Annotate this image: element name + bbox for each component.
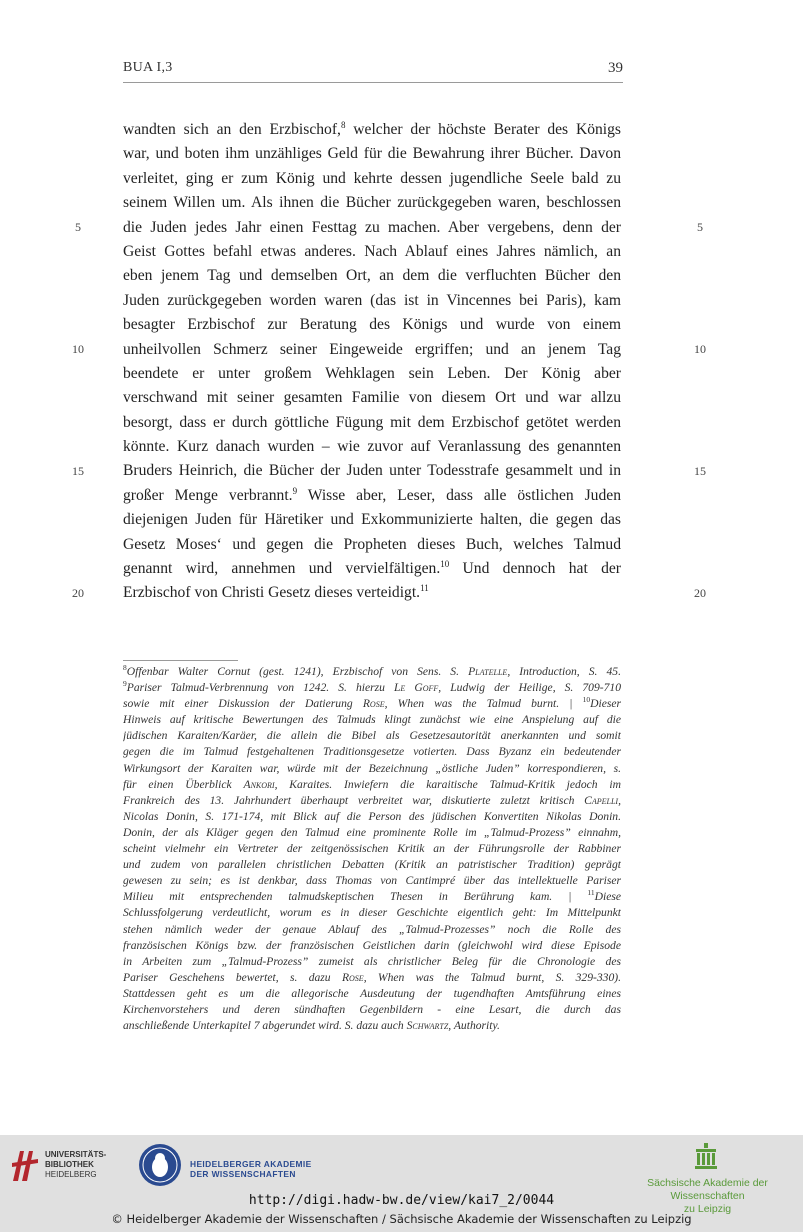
footnote-text: , — [618, 793, 621, 807]
text-line — [123, 118, 621, 142]
footnote-line — [123, 905, 621, 921]
footnote-text: Wirkungsort der Karaiten war, würde mit der Bezeichnung „östliche Juden” korrespondieren, s. — [123, 761, 621, 775]
footnote-marker[interactable]: 10 — [440, 559, 450, 570]
text-segment: genannt wird, annehmen und vervielfältigen. — [123, 560, 441, 578]
footnote-number: 8 — [123, 664, 127, 672]
running-header-title: BUA I,3 — [123, 60, 173, 75]
text-line — [123, 240, 621, 264]
footnote-text: jüdischen Karaiten/Karäer, die allein die Bibel als Gesetzesautorität anerkannten und somit — [123, 729, 621, 743]
text-segment: diejenigen Juden für Häretiker und Exkommunizierte halten, die gegen das — [123, 511, 621, 529]
text-segment: wandten sich an den Erzbischof, — [123, 121, 341, 138]
text-line — [123, 362, 621, 386]
footnote-line — [123, 954, 621, 970]
footnote-text: , Karaites. Inwiefern die karaitische Talmud-Kritik jedoch im — [274, 777, 621, 791]
text-segment: die Juden jedes Jahr einen Festtag zu machen. Aber vergebens, denn der — [123, 218, 621, 236]
footnote-line — [123, 744, 621, 760]
footnote-text: Donin, der als Kläger gegen den Talmud eine prominente Rolle im „Talmud-Prozess” einnahm, — [123, 825, 621, 839]
footnote-marker[interactable]: 11 — [420, 583, 429, 594]
ub-logo-line: HEIDELBERG — [45, 1170, 97, 1179]
text-segment: verschwand mit seiner gesamten Familie von diesem Ort und war allzu — [123, 389, 621, 407]
text-segment: Juden zurückgegeben worden waren (das ist in Vincennes bei Paris), kam — [123, 291, 621, 309]
hadw-seal-icon — [138, 1143, 182, 1187]
text-segment: Geist Gottes befahl etwas anderes. Nach Ablauf eines Jahres nämlich, an — [123, 242, 621, 260]
footnote-text: Offenbar Walter Cornut (gest. 1241), Erzbischof von Sens. S. — [126, 665, 469, 678]
footnote-text: anschließende Unterkapitel 7 abgerundet wird. S. dazu auch — [123, 1019, 407, 1033]
footnote-text: französischen Königs bzw. der französischen Geistlichen darin (gleichwohl wird diese Episode — [123, 938, 621, 952]
footnote-text: Pariser Talmud-Verbrennung von 1242. S. hierzu — [126, 681, 394, 695]
footnote-line — [123, 664, 621, 680]
footnote-line — [123, 1018, 621, 1034]
text-segment: seinem Willen um. Als ihnen die Bücher zurückgegeben waren, beschlossen — [123, 194, 621, 212]
footnote-text: in Arbeiten zum „Talmud-Prozess” zumeist als christlicher Beleg für die Chronologie des — [123, 954, 621, 968]
text-line — [123, 167, 621, 191]
footnote-line — [123, 970, 621, 986]
text-segment: besorgt, dass er durch göttliche Fügung mit dem Erzbischof getötet werden — [123, 413, 621, 431]
footnote-line — [123, 728, 621, 744]
line-number-right: 15 — [694, 464, 706, 478]
footnote-line — [123, 825, 621, 841]
text-line — [123, 435, 621, 459]
footnote-line — [123, 857, 621, 873]
footnote-text: Frankreich des 13. Jahrhundert überhaupt verbreitet war, diskutierte zuletzt kritisch — [123, 793, 585, 807]
line-number-right: 10 — [694, 342, 706, 356]
footnote-number: 9 — [123, 680, 127, 689]
footnote-text: gegen die im Talmud festgehaltenen Traditionsgesetze votierten. Dass Byzanz ein bedeutender — [123, 745, 621, 759]
running-header — [123, 60, 623, 83]
author-name: Capelli — [584, 793, 619, 807]
text-line — [123, 289, 621, 313]
footnote-text: Hinweis auf kritische Bewertungen des Talmuds klingt zunächst wie eine Anspielung auf die — [123, 713, 621, 727]
footnote-line — [123, 696, 621, 712]
saw-building-icon — [694, 1143, 718, 1169]
footnote-text: Stattdessen geht es um die allegorische Ausdeutung der tugendhaften Amtsführung eines — [123, 986, 621, 1000]
text-line — [123, 459, 621, 483]
footnote-text: stehen nämlich weder der genaue Ablauf des „Talmud-Prozesses” noch die Rolle des — [123, 922, 621, 936]
footnote-text: Kirchenvorstehers und deren sündhaften Gegenbildern - eine Lesart, die durch das — [123, 1002, 621, 1016]
text-line — [123, 508, 621, 532]
text-segment: verleitet, ging er zum König und kehrte dessen jugendliche Seele bald zu — [123, 169, 621, 187]
footnote-text: , When was the Talmud burnt. | — [384, 697, 583, 711]
footnote-text: für einen Überblick — [123, 777, 244, 791]
text-line — [123, 338, 621, 362]
text-line — [123, 386, 621, 410]
footnote-text: Schlussfolgerung verdeutlicht, worum es in dieser Geschichte eigentlich geht: Im Mittelpunkt — [123, 906, 621, 920]
footnote-text: Pariser Geschehens bewertet, s. dazu — [123, 970, 342, 984]
author-name: Schwartz — [406, 1019, 449, 1033]
footnote-line — [123, 986, 621, 1002]
footnote-text: , Ludwig der Heilige, S. 709-710 — [438, 681, 621, 695]
text-line — [123, 411, 621, 435]
footnote-line — [123, 922, 621, 938]
footnote-text: Diese — [594, 890, 621, 904]
footnote-line — [123, 777, 621, 793]
text-line — [123, 581, 621, 605]
text-segment: könnte. Kurz danach wurden – wie zuvor auf Veranlassung des genannten — [123, 438, 621, 456]
line-number-right: 20 — [694, 586, 706, 600]
footnote-text: , Introduction, S. 45. — [507, 665, 621, 678]
text-segment: eben jenem Tag und demselben Ort, an dem die verfluchten Bücher den — [123, 267, 621, 285]
text-segment: großer Menge verbrannt. — [123, 486, 293, 504]
ub-logo-line: BIBLIOTHEK — [45, 1160, 94, 1169]
footnote-line — [123, 809, 621, 825]
footnote-line — [123, 761, 621, 777]
footnote-number: 11 — [587, 889, 595, 898]
footnote-text: , Authority. — [448, 1019, 500, 1033]
text-segment: welcher der höchste Berater des Königs — [345, 121, 621, 138]
line-number-right: 5 — [697, 220, 703, 234]
ub-logo-text — [45, 1150, 106, 1180]
footnote-line — [123, 712, 621, 728]
text-segment: war, und boten ihm unzähliges Geld für die Bewahrung ihrer Bücher. Davon — [123, 145, 621, 163]
footnote-line — [123, 889, 621, 905]
footnote-text: Milieu mit entsprechenden talmudskeptischen Thesen in Berührung kam. | — [123, 890, 588, 904]
author-name: Platelle — [468, 665, 508, 678]
hadw-logo[interactable] — [138, 1143, 338, 1189]
author-name: Ankori — [243, 777, 275, 791]
text-line — [123, 191, 621, 215]
copyright-notice: © Heidelberger Akademie der Wissenschaften / Sächsische Akademie der Wissenschaften zu Leipzig — [111, 1212, 692, 1226]
text-line — [123, 313, 621, 337]
hadw-logo-text — [190, 1159, 312, 1179]
footnote-line — [123, 1002, 621, 1018]
line-number-left: 5 — [75, 220, 81, 234]
permalink-url[interactable]: http://digi.hadw-bw.de/view/kai7_2/0044 — [248, 1193, 555, 1208]
hadw-logo-line: DER WISSENSCHAFTEN — [190, 1169, 296, 1179]
text-line — [123, 484, 621, 508]
footnote-text: sowie mit einer Diskussion der Datierung — [123, 697, 363, 711]
line-number-left: 15 — [72, 464, 84, 478]
footnote-text: scheint vielmehr ein Vertreter der zeitgenössischen Kritik an der Führungsrolle der Rabbiner — [123, 842, 621, 856]
text-segment: beendete er unter großem Wehklagen sein Leben. Der König aber — [123, 364, 621, 382]
footnote-line — [123, 793, 621, 809]
text-line — [123, 533, 621, 557]
text-segment: Und dennoch hat der — [449, 560, 621, 578]
author-name: Rose — [341, 970, 364, 984]
author-name: Rose — [362, 697, 385, 711]
text-segment: besagter Erzbischof zur Beratung des Königs und wurde von einem — [123, 316, 621, 334]
footnote-line — [123, 938, 621, 954]
footnote-text: Dieser — [590, 697, 621, 711]
saw-logo-line: Sächsische Akademie der Wissenschaften — [647, 1177, 768, 1202]
page-number: 39 — [608, 60, 623, 76]
line-number-left: 20 — [72, 586, 84, 600]
ub-heidelberg-logo[interactable] — [10, 1145, 140, 1189]
ub-logo-line: UNIVERSITÄTS- — [45, 1150, 107, 1159]
footnote-number: 10 — [582, 696, 591, 705]
text-line — [123, 557, 621, 581]
text-segment: Gesetz Moses‘ und gegen die Propheten dieses Buch, welches Talmud — [123, 535, 621, 553]
text-segment: Bruders Heinrich, die Bücher der Juden unter Todesstrafe gesammelt und in — [123, 462, 621, 480]
footnote-text: gewesen zu sein; es ist denkbar, dass Thomas von Cantimpré über das intellektuelle Pariser — [123, 874, 621, 888]
text-segment: Wisse aber, Leser, dass alle östlichen Juden — [297, 486, 621, 504]
footnote-text: , When was the Talmud burnt, S. 329-330). — [363, 970, 621, 984]
footnote-separator — [123, 660, 238, 661]
text-line — [123, 216, 621, 240]
ub-logo-icon — [10, 1145, 40, 1185]
text-line — [123, 142, 621, 166]
text-segment: Erzbischof von Christi Gesetz dieses verteidigt. — [123, 584, 421, 602]
author-name: Le Goff — [393, 681, 439, 695]
footnote-line — [123, 841, 621, 857]
text-segment: unheilvollen Schmerz seiner Eingeweide ergriffen; und an jenem Tag — [123, 340, 621, 358]
hadw-logo-line: HEIDELBERGER AKADEMIE — [190, 1159, 312, 1169]
footnotes-block — [123, 664, 621, 1034]
footnote-text: Nicolas Donin, S. 171-174, mit Blick auf die Person des jüdischen Konvertiten Nikolas Donin. — [123, 809, 621, 823]
line-number-left: 10 — [72, 342, 84, 356]
footnote-marker[interactable]: 9 — [292, 485, 298, 496]
footnote-text: und zudem von parallelen christlichen Debatten (Kritik an patristischer Tradition) geprägt — [123, 858, 621, 872]
main-text-block — [123, 118, 621, 606]
footnote-marker[interactable]: 8 — [340, 120, 346, 130]
text-line — [123, 264, 621, 288]
saw-logo-line: zu Leipzig — [683, 1203, 732, 1215]
footnote-line — [123, 873, 621, 889]
footnote-line — [123, 680, 621, 696]
